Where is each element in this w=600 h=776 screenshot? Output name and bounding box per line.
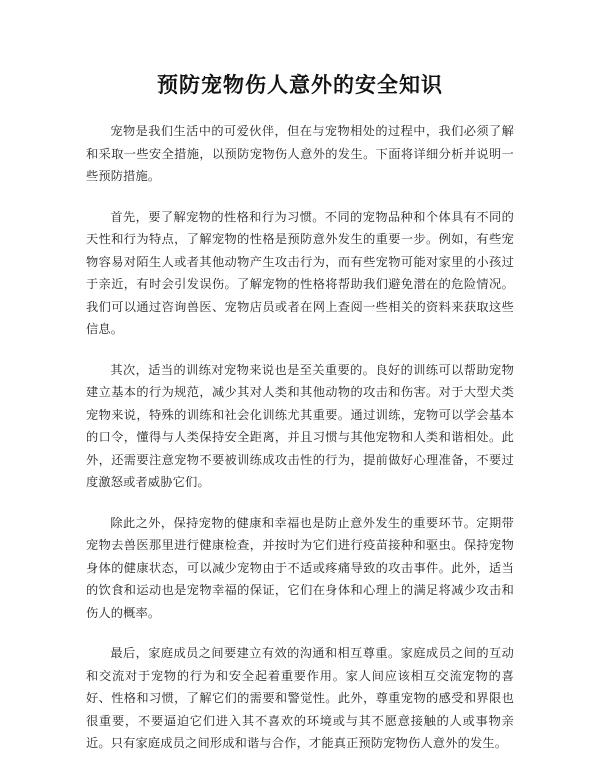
paragraph-health: 除此之外，保持宠物的健康和幸福也是防止意外发生的重要环节。定期带宠物去兽医那里进行健康检查，并按时为它们进行疫苗接种和驱虫。保持宠物身体的健康状态，可以减少宠物由于不适或疼痛导致的攻击事件。此外，适当的饮食和运动也是宠物幸福的保证，它们在身体和心理上的满足将减少攻击和伤人的概率。 [86, 515, 514, 620]
paragraph-personality: 首先，要了解宠物的性格和行为习惯。不同的宠物品种和个体具有不同的天性和行为特点，了解宠物的性格是预防意外发生的重要一步。例如，有些宠物容易对陌生人或者其他动物产生攻击行为，而有些宠物可能对家里的小孩过于亲近，有时会引发误伤。了解宠物的性格将帮助我们避免潜在的危险情况。我们可以通过咨询兽医、宠物店员或者在网上查阅一些相关的资料来获取这些信息。 [86, 209, 514, 336]
paragraph-intro: 宠物是我们生活中的可爱伙伴，但在与宠物相处的过程中，我们必须了解和采取一些安全措施，以预防宠物伤人意外的发生。下面将详细分析并说明一些预防措施。 [86, 124, 514, 183]
document-body [86, 120, 514, 755]
paragraph-training: 其次，适当的训练对宠物来说也是至关重要的。良好的训练可以帮助宠物建立基本的行为规范，减少其对人类和其他动物的攻击和伤害。对于大型犬类宠物来说，特殊的训练和社会化训练尤其重要。通过训练，宠物可以学会基本的口令，懂得与人类保持安全距离，并且习惯与其他宠物和人类和谐相处。此外，还需要注意宠物不要被训练成攻击性的行为，提前做好心理准备，不要过度激怒或者威胁它们。 [86, 362, 514, 489]
document-title: 预防宠物伤人意外的安全知识 [157, 73, 443, 97]
paragraph-family: 最后，家庭成员之间要建立有效的沟通和相互尊重。家庭成员之间的互动和交流对于宠物的行为和安全起着重要作用。家人间应该相互交流宠物的喜好、性格和习惯，了解它们的需要和警觉性。此外，尊重宠物的感受和界限也很重要，不要逼迫它们进入其不喜欢的环境或与其不愿意接触的人或事物亲近。只有家庭成员之间形成和谐与合作，才能真正预防宠物伤人意外的发生。 [86, 646, 514, 750]
